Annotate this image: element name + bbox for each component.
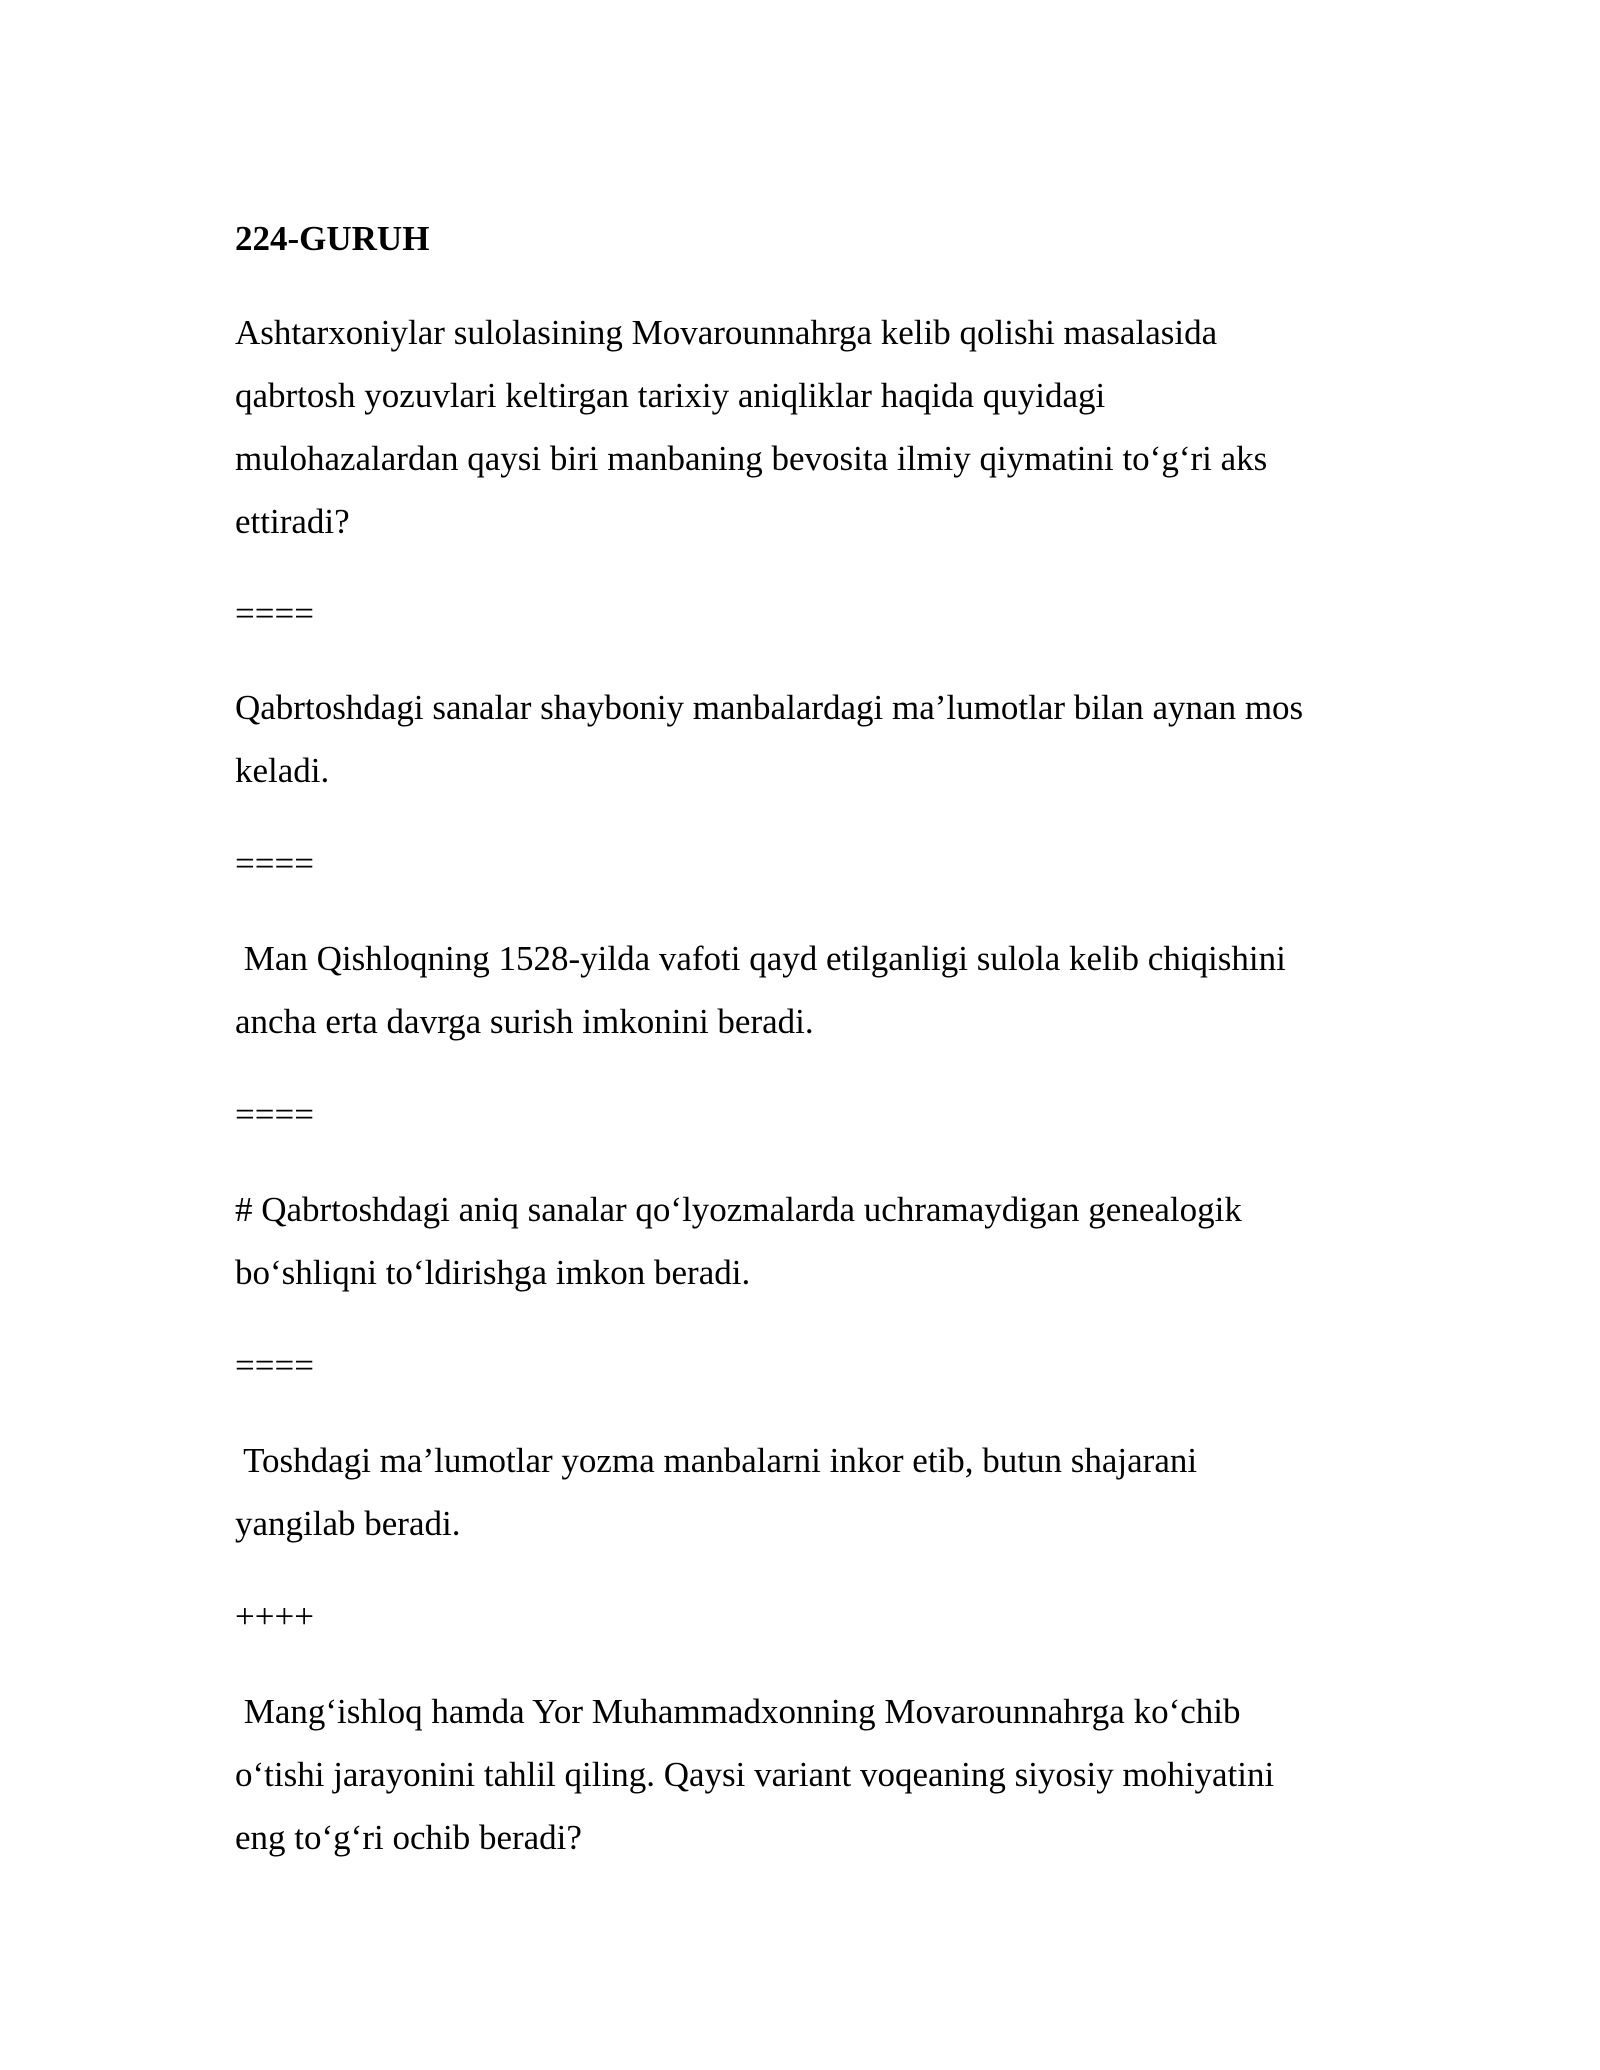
question-2-line: o‘tishi jarayonini tahlil qiling. Qaysi variant voqeaning siyosiy mohiyatini bbox=[235, 1755, 1275, 1794]
answer-option-line: Toshdagi ma’lumotlar yozma manbalarni inkor etib, butun shajarani bbox=[235, 1441, 1198, 1480]
answer-option-line: Qabrtoshdagi sanalar shayboniy manbalardagi ma’lumotlar bilan aynan mos bbox=[235, 688, 1304, 727]
question-1-line: ettiradi? bbox=[235, 502, 350, 541]
answer-option-line: ancha erta davrga surish imkonini beradi. bbox=[235, 1002, 814, 1041]
group-heading: 224-GURUH bbox=[235, 219, 430, 258]
question-1-line: Ashtarxoniylar sulolasining Movarounnahrga kelib qolishi masalasida bbox=[235, 313, 1218, 352]
separator: ==== bbox=[235, 1095, 314, 1134]
separator: ==== bbox=[235, 844, 314, 883]
answer-option-line: bo‘shliqni to‘ldirishga imkon beradi. bbox=[235, 1253, 751, 1292]
separator: ==== bbox=[235, 594, 314, 633]
separator: ==== bbox=[235, 1346, 314, 1385]
answer-option-line: # Qabrtoshdagi aniq sanalar qo‘lyozmalarda uchramaydigan genealogik bbox=[235, 1190, 1242, 1229]
answer-option-line: keladi. bbox=[235, 751, 330, 790]
question-2-line: eng to‘g‘ri ochib beradi? bbox=[235, 1818, 582, 1857]
question-1-line: mulohazalardan qaysi biri manbaning bevosita ilmiy qiymatini to‘g‘ri aks bbox=[235, 439, 1268, 478]
answer-option-line: Man Qishloqning 1528-yilda vafoti qayd etilganligi sulola kelib chiqishini bbox=[235, 939, 1286, 978]
question-1-line: qabrtosh yozuvlari keltirgan tarixiy aniqliklar haqida quyidagi bbox=[235, 376, 1106, 415]
answer-option-line: yangilab beradi. bbox=[235, 1504, 461, 1543]
separator: ++++ bbox=[235, 1597, 314, 1636]
question-2-line: Mang‘ishloq hamda Yor Muhammadxonning Movarounnahrga ko‘chib bbox=[235, 1692, 1241, 1731]
